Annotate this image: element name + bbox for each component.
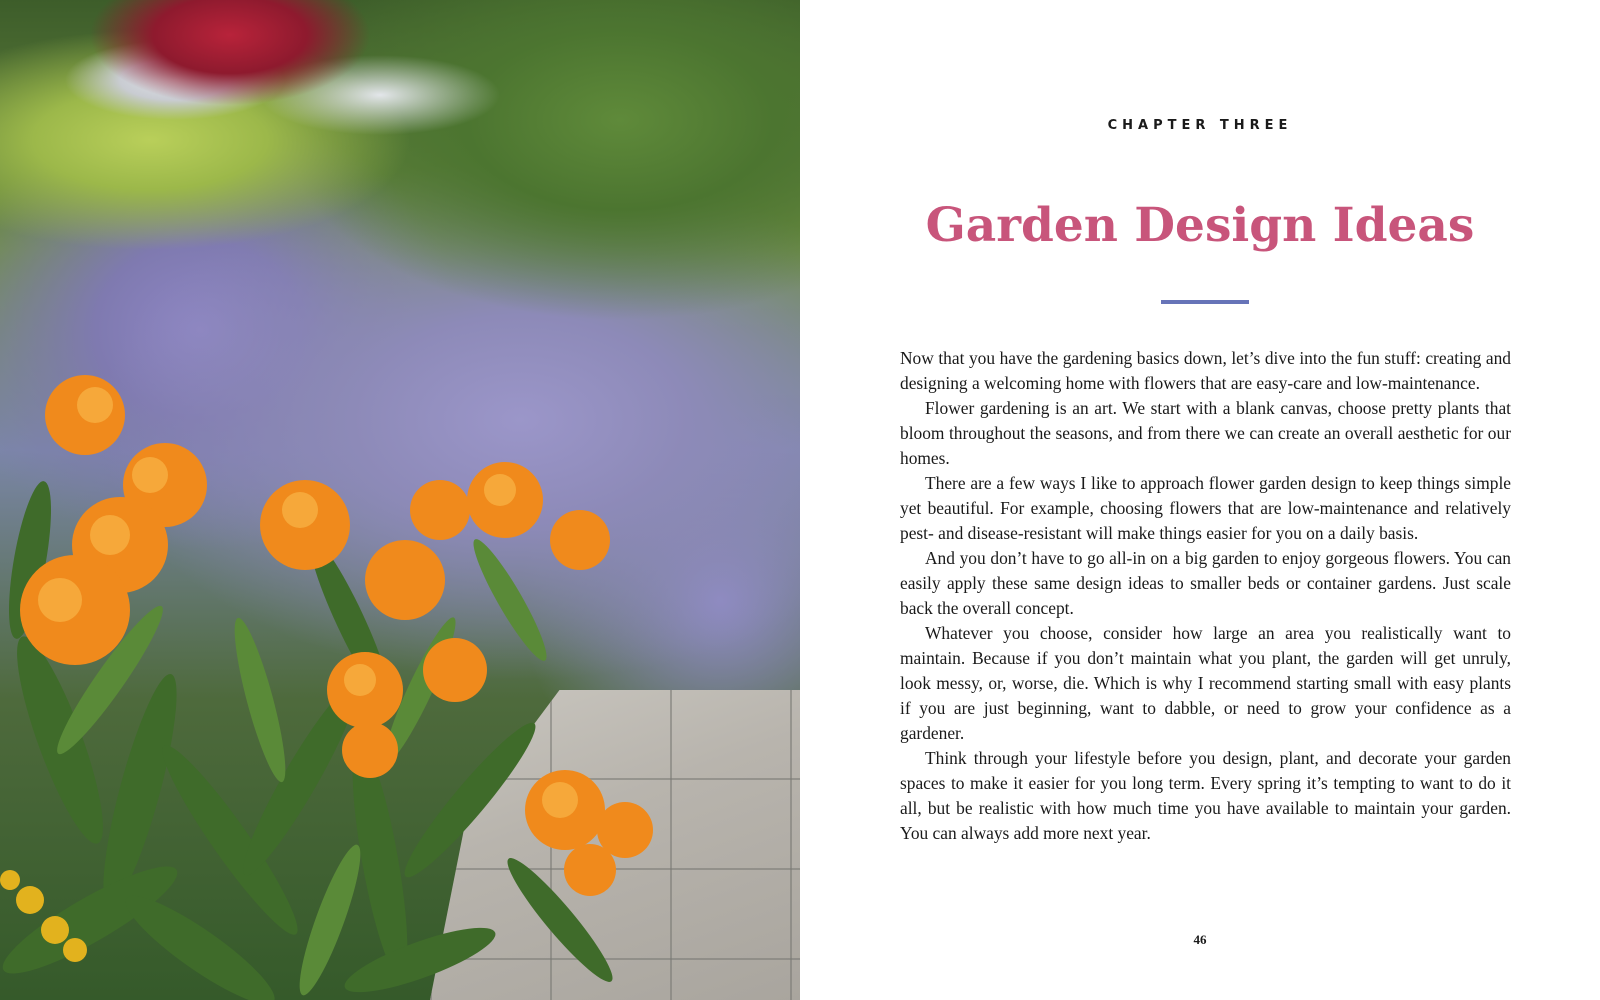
chapter-label: CHAPTER THREE: [1107, 118, 1293, 133]
paragraph: Now that you have the gardening basics down, let’s dive into the fun stuff: creating and designing a welcoming home with flowers that are easy-care and low-maintenance.: [900, 348, 1511, 393]
body-text: [900, 346, 1511, 846]
title-divider: [1161, 300, 1249, 304]
paragraph: There are a few ways I like to approach flower garden design to keep things simple yet beautiful. For example, choosing flowers that are low-maintenance and relatively pest- and disease-resistant will make things easier for you on a daily basis.: [900, 473, 1511, 543]
paragraph: Whatever you choose, consider how large an area you realistically want to maintain. Because if you don’t maintain what you plant, the garden will get unruly, look messy, or, worse, die. Which is why I recommend starting small with easy plants if you are just beginning, want to dabble, or need to grow your confidence as a gardener.: [900, 623, 1511, 743]
paragraph: Flower gardening is an art. We start with a blank canvas, choose pretty plants that bloom throughout the seasons, and from there we can create an overall aesthetic for our homes.: [900, 398, 1511, 468]
text-page: [800, 0, 1600, 1000]
butterfly-weed-foliage: [0, 360, 700, 1000]
page-number: 46: [1193, 932, 1207, 947]
paragraph: Think through your lifestyle before you design, plant, and decorate your garden spaces to make it easier for you long term. Every spring it’s tempting to want to do it all, but be realistic with how much time you have available to maintain your garden. You can always add more next year.: [900, 748, 1511, 843]
chapter-title: Garden Design Ideas: [925, 198, 1475, 253]
paragraph: And you don’t have to go all-in on a big garden to enjoy gorgeous flowers. You can easily apply these same design ideas to smaller beds or container gardens. Just scale back the overall concept.: [900, 548, 1511, 618]
